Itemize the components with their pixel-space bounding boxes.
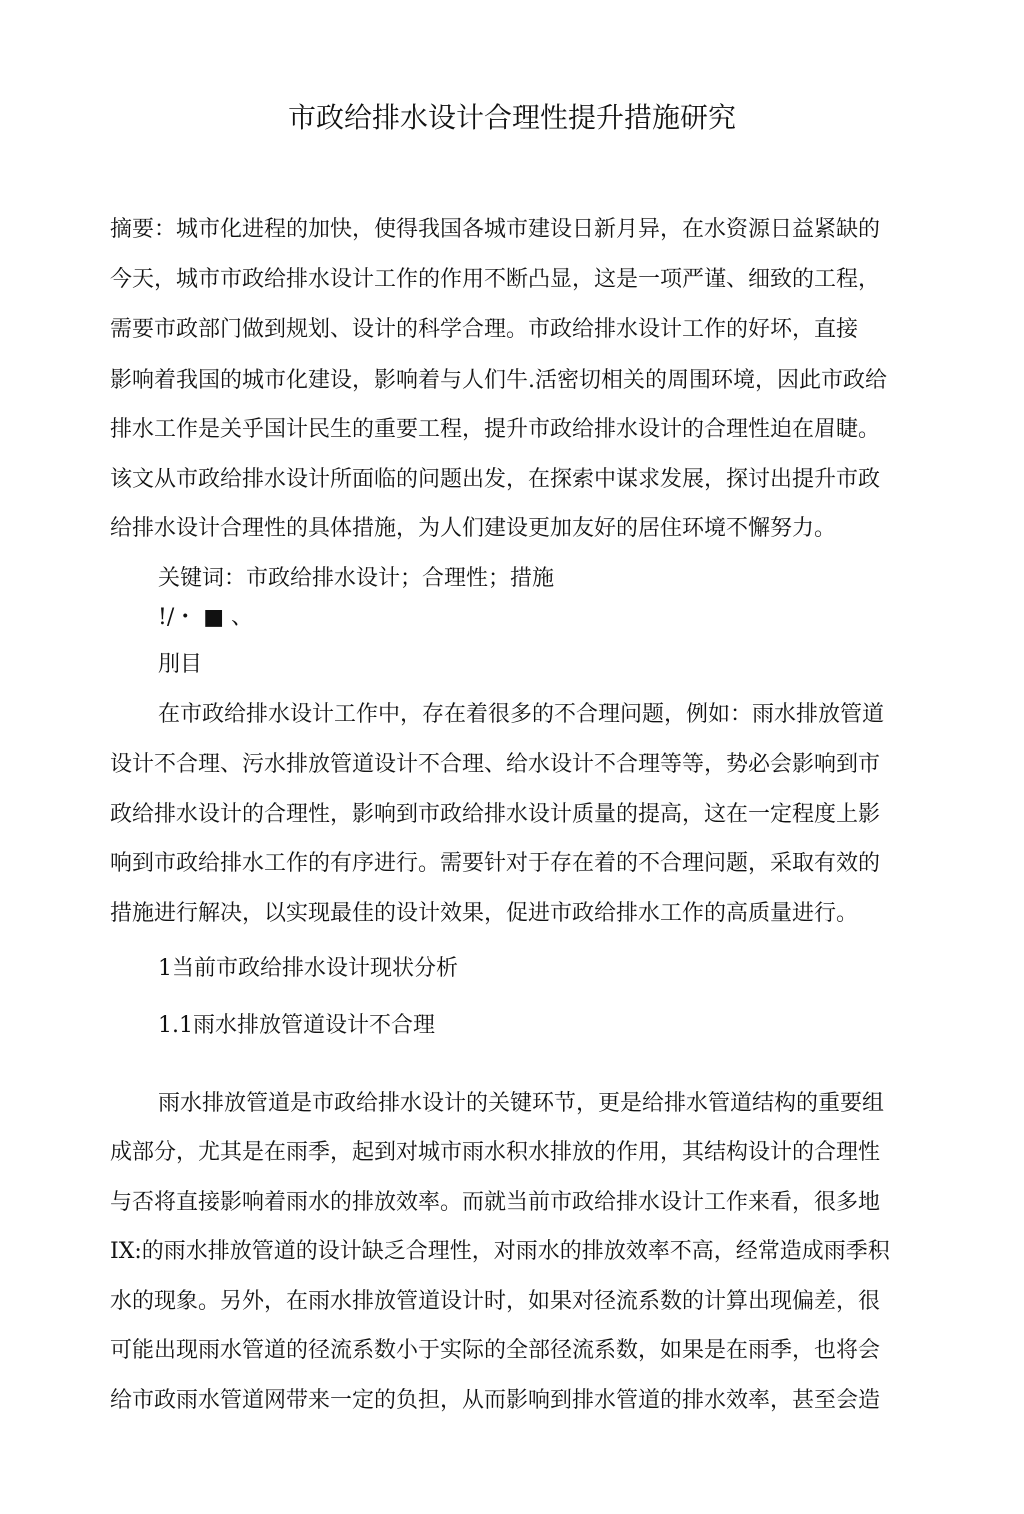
abstract-line: 该文从市政给排水设计所面临的问题出发，在探索中谋求发展，探讨出提升市政 [110, 467, 881, 492]
body-line: 水的现象。另外，在雨水排放管道设计时，如果对径流系数的计算出现偏差，很 [110, 1289, 881, 1314]
abstract-line: 今天，城市市政给排水设计工作的作用不断凸显，这是一项严谨、细致的工程， [110, 267, 881, 292]
abstract-line: 排水工作是关乎国计民生的重要工程，提升市政给排水设计的合理性迫在眉睫。 [110, 417, 881, 442]
body-line: 可能出现雨水管道的径流系数小于实际的全部径流系数，如果是在雨季，也将会 [110, 1338, 881, 1363]
intro-line: 设计不合理、污水排放管道设计不合理、给水设计不合理等等，势必会影响到市 [110, 752, 881, 777]
abstract-line: 影响着我国的城市化建设，影响着与人们牛.活密切相关的周围环境，因此市政给 [110, 368, 887, 393]
foreword-heading: 刖目 [158, 652, 203, 677]
abstract-line: 摘要：城市化进程的加快，使得我国各城市建设日新月异，在水资源日益紧缺的 [110, 217, 881, 242]
body-line: 雨水排放管道是市政给排水设计的关键环节，更是给排水管道结构的重要组 [158, 1091, 885, 1116]
intro-line: 在市政给排水设计工作中，存在着很多的不合理问题，例如：雨水排放管道 [158, 702, 885, 727]
section-heading-1-1: 1.1雨水排放管道设计不合理 [158, 1013, 435, 1038]
abstract-line: 需要市政部门做到规划、设计的科学合理。市政给排水设计工作的好坏，直接 [110, 317, 859, 342]
body-line: 与否将直接影响着雨水的排放效率。而就当前市政给排水设计工作来看，很多地 [110, 1190, 881, 1215]
body-line: IX:的雨水排放管道的设计缺乏合理性，对雨水的排放效率不高，经常造成雨季积 [110, 1239, 890, 1264]
intro-line: 措施进行解决，以实现最佳的设计效果，促进市政给排水工作的高质量进行。 [110, 901, 859, 926]
scan-artifact: !/・ ■ 、 [158, 605, 254, 630]
document-title: 市政给排水设计合理性提升措施研究 [287, 101, 736, 134]
intro-line: 响到市政给排水工作的有序进行。需要针对于存在着的不合理问题，采取有效的 [110, 851, 881, 876]
body-line: 给市政雨水管道网带来一定的负担，从而影响到排水管道的排水效率，甚至会造 [110, 1388, 881, 1413]
body-line: 成部分，尤其是在雨季，起到对城市雨水积水排放的作用，其结构设计的合理性 [110, 1140, 881, 1165]
keywords-line: 关键词：市政给排水设计；合理性；措施 [158, 566, 555, 591]
intro-line: 政给排水设计的合理性，影响到市政给排水设计质量的提高，这在一定程度上影 [110, 802, 881, 827]
section-heading-1: 1当前市政给排水设计现状分析 [158, 956, 458, 981]
abstract-line: 给排水设计合理性的具体措施，为人们建设更加友好的居住环境不懈努力。 [110, 516, 837, 541]
